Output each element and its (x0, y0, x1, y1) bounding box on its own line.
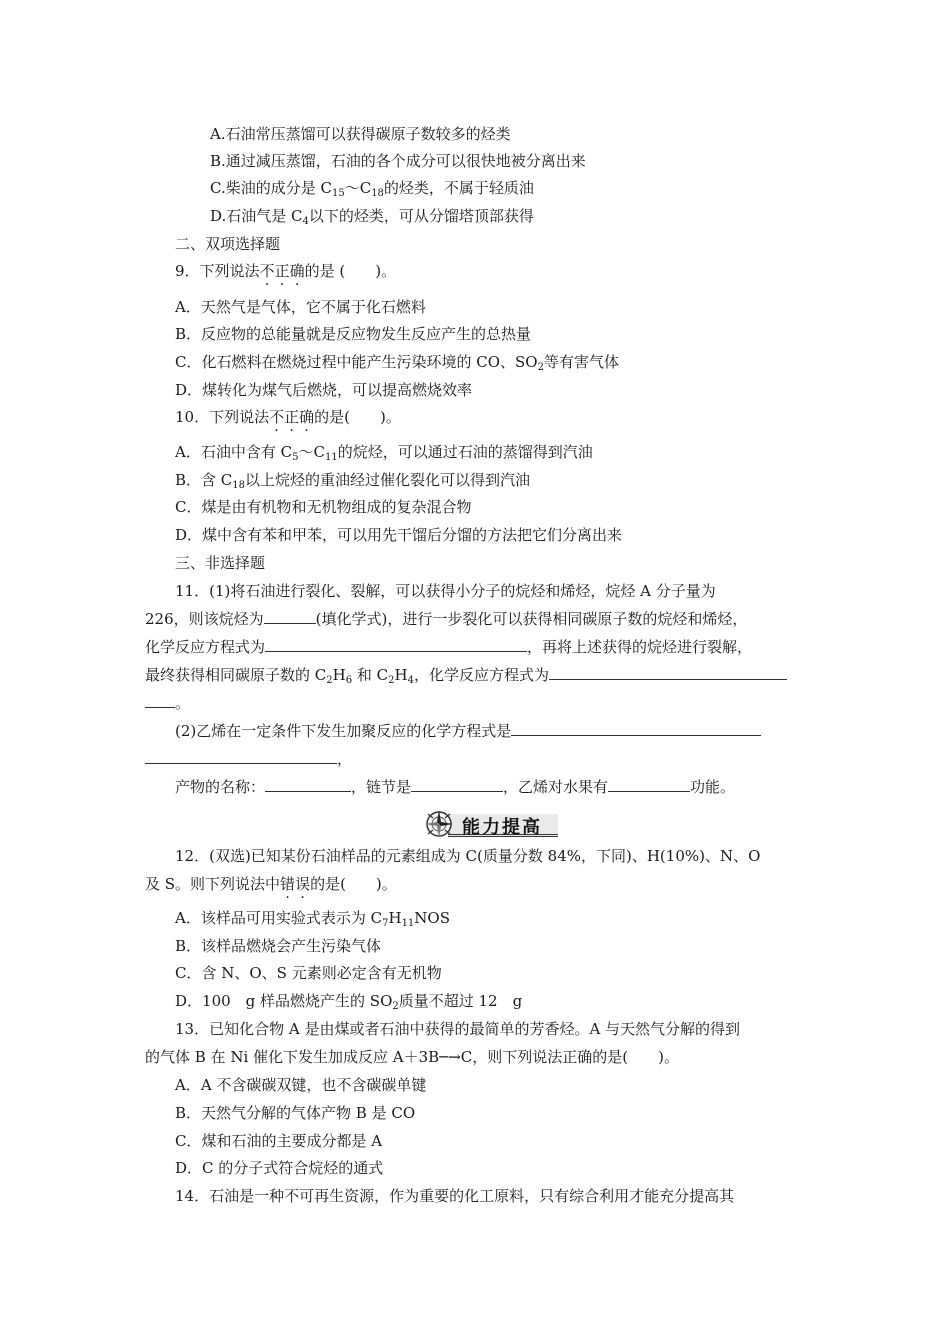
text: 10．下列说法 (175, 408, 270, 426)
emphasis-char: 错 (280, 875, 296, 893)
text: 的烃类，不属于轻质油 (383, 179, 534, 197)
text: 等有害气体 (543, 353, 619, 371)
text: ～C (298, 443, 325, 461)
q13-option-b: B．天然气分解的气体产物 B 是 CO (175, 1104, 416, 1122)
q11-line-5 (145, 693, 190, 713)
text: ， (337, 750, 353, 768)
q12-option-b: B．该样品燃烧会产生污染气体 (175, 937, 382, 955)
q9-option-b: B．反应物的总能量就是反应物发生反应产生的总热量 (175, 325, 532, 343)
text: H (332, 666, 346, 684)
text: 。 (175, 694, 191, 712)
text: 产物的名称： (175, 778, 266, 796)
section-heading-2: 二、双项选择题 (175, 235, 281, 253)
q12-line-2 (145, 874, 397, 894)
q9-stem (175, 261, 396, 281)
q11-line-7 (145, 749, 352, 769)
q12-option-c: C．含 N、O、S 元素则必定含有无机物 (175, 964, 442, 982)
subscript: 6 (345, 675, 353, 686)
text: ～C (344, 179, 372, 197)
answer-blank[interactable] (608, 777, 690, 792)
q11-line-4 (145, 665, 787, 685)
text: 质量不超过 12 g (398, 992, 523, 1010)
emphasis-char: 误 (295, 875, 311, 893)
subscript: 2 (326, 675, 333, 686)
text: D.石油气是 C (210, 207, 303, 225)
section-banner (422, 808, 562, 840)
q8-option-a: A.石油常压蒸馏可以获得碳原子数较多的烃类 (210, 125, 511, 143)
text: 化学反应方程式为 (145, 638, 266, 656)
text: ，化学反应方程式为 (413, 666, 549, 684)
emphasis-char: 不 (259, 262, 275, 280)
text: 的是( )。 (310, 875, 397, 893)
subscript: 11 (401, 918, 415, 929)
text: ，链节是 (351, 778, 412, 796)
text: 及 S。则下列说法中 (145, 875, 281, 893)
text: A．石油中含有 C (175, 443, 293, 461)
text: 9．下列说法 (175, 262, 260, 280)
subscript: 4 (302, 216, 309, 227)
text: B．含 C (175, 471, 233, 489)
subscript: 11 (324, 452, 338, 463)
text: C．化石燃料在燃烧过程中能产生污染环境的 CO、SO (175, 353, 538, 371)
q9-option-d: D．煤转化为煤气后燃烧，可以提高燃烧效率 (175, 381, 473, 399)
text: 的是 ( )。 (304, 262, 397, 280)
text: H (394, 666, 408, 684)
q9-option-a: A．天然气是气体，它不属于化石燃料 (175, 298, 426, 316)
q11-line-2 (145, 609, 747, 629)
q13-option-a: A．A 不含碳碳双键，也不含碳碳单键 (175, 1076, 427, 1094)
emphasis-char: 正 (284, 408, 300, 426)
q14-line-1: 14．石油是一种不可再生资源，作为重要的化工原料，只有综合利用才能充分提高其 (175, 1187, 735, 1205)
text: A．该样品可用实验式表示为 C (175, 909, 383, 927)
answer-blank[interactable] (145, 749, 337, 764)
text: (2)乙烯在一定条件下发生加聚反应的化学方程式是 (175, 722, 512, 740)
subscript: 5 (292, 452, 299, 463)
q8-option-b: B.通过减压蒸馏，石油的各个成分可以很快地被分离出来 (210, 152, 586, 170)
q12-option-d (175, 991, 522, 1011)
answer-blank[interactable] (145, 693, 175, 708)
q13-option-d: D．C 的分子式符合烷烃的通式 (175, 1159, 384, 1177)
answer-blank[interactable] (264, 609, 316, 624)
q11-line-6 (175, 721, 761, 741)
text: H (388, 909, 402, 927)
q10-option-d: D．煤中含有苯和甲苯，可以用先干馏后分馏的方法把它们分离出来 (175, 526, 623, 544)
q8-option-c (210, 178, 534, 198)
text: ，再将上述获得的烷烃进行裂解， (527, 638, 753, 656)
subscript: 4 (407, 675, 414, 686)
text: 和 C (352, 666, 389, 684)
q8-option-d (210, 206, 534, 226)
text: 功能。 (690, 778, 736, 796)
q10-option-c: C．煤是由有机物和无机物组成的复杂混合物 (175, 498, 472, 516)
answer-blank[interactable] (411, 777, 503, 792)
q13-line-2: 的气体 B 在 Ni 催化下发生加成反应 A＋3B─→C，则下列说法正确的是( )。 (145, 1048, 679, 1066)
section-heading-3: 三、非选择题 (175, 554, 266, 572)
answer-blank[interactable] (511, 721, 761, 736)
text: 226，则该烷烃为 (145, 610, 264, 628)
q10-option-b (175, 470, 530, 490)
emphasis-char: 确 (289, 262, 305, 280)
q13-option-c: C．煤和石油的主要成分都是 A (175, 1132, 383, 1150)
emphasis-char: 确 (299, 408, 315, 426)
text: 以上烷烃的重油经过催化裂化可以得到汽油 (245, 471, 531, 489)
emphasis-char: 正 (274, 262, 290, 280)
text: NOS (414, 909, 450, 927)
text: (填化学式)，进行一步裂化可以获得相同碳原子数的烷烃和烯烃， (315, 610, 748, 628)
q13-line-1: 13．已知化合物 A 是由煤或者石油中获得的最简单的芳香烃。A 与天然气分解的得到 (175, 1020, 741, 1038)
answer-blank[interactable] (549, 665, 787, 680)
emphasis-char: 不 (269, 408, 285, 426)
text: D．100 g 样品燃烧产生的 SO (175, 992, 393, 1010)
subscript: 18 (232, 480, 246, 491)
subscript: 2 (392, 1001, 399, 1012)
q10-option-a (175, 442, 593, 462)
q10-stem (175, 407, 401, 427)
compass-emblem-icon (422, 808, 456, 840)
text: 的烷烃，可以通过石油的蒸馏得到汽油 (337, 443, 593, 461)
subscript: 18 (371, 188, 384, 199)
text: 最终获得相同碳原子数的 C (145, 666, 327, 684)
answer-blank[interactable] (265, 637, 527, 652)
text: C.柴油的成分是 C (210, 179, 332, 197)
text: 的是( )。 (314, 408, 401, 426)
text: 以下的烃类，可从分馏塔顶部获得 (308, 207, 534, 225)
subscript: 7 (382, 918, 389, 929)
q9-option-c (175, 352, 619, 372)
subscript: 15 (331, 188, 345, 199)
q11-line-1: 11．(1)将石油进行裂化、裂解，可以获得小分子的烷烃和烯烃，烷烃 A 分子量为 (175, 582, 716, 600)
q12-option-a (175, 908, 450, 928)
q12-line-1: 12．(双选)已知某份石油样品的元素组成为 C(质量分数 84%，下同)、H(10%)、N、O (175, 847, 761, 865)
subscript: 2 (388, 675, 395, 686)
answer-blank[interactable] (265, 777, 351, 792)
q11-line-8 (175, 777, 735, 797)
text: ，乙烯对水果有 (503, 778, 609, 796)
subscript: 2 (537, 362, 544, 373)
q11-line-3 (145, 637, 752, 657)
banner-title: 能力提高 (462, 817, 542, 838)
